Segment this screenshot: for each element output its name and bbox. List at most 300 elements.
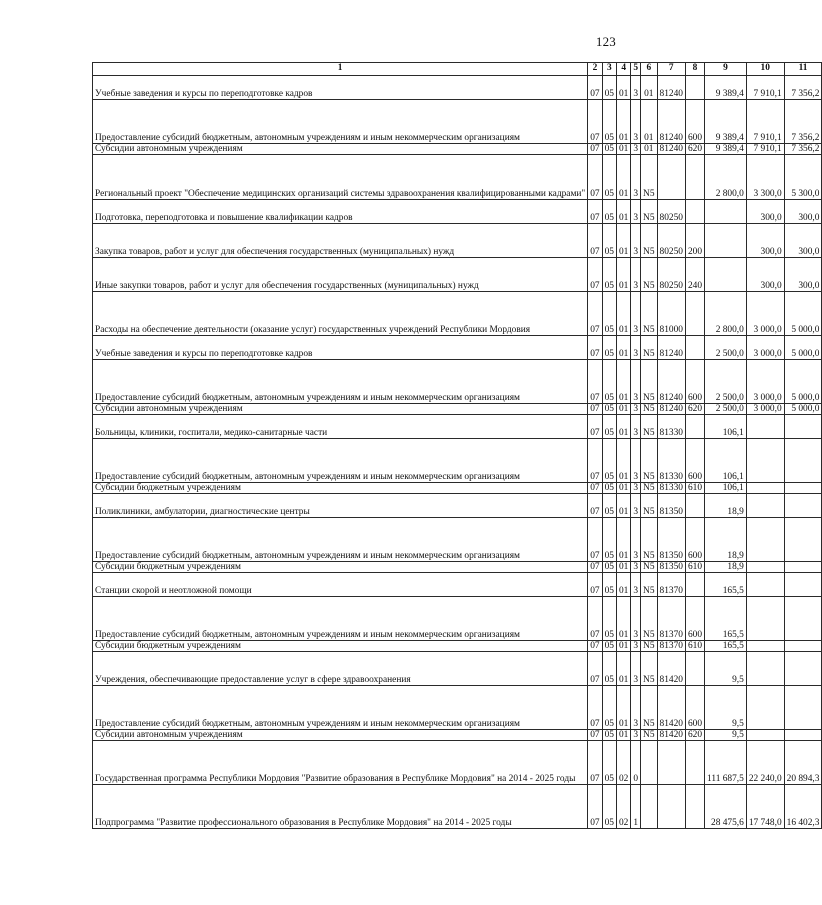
code-subprogram: 3	[631, 336, 641, 360]
code-section: 07	[588, 652, 602, 686]
amount-year-1: 2 800,0	[705, 155, 747, 200]
code-subprogram: 3	[631, 404, 641, 415]
code-expense-type	[685, 741, 704, 785]
amount-year-1: 2 800,0	[705, 292, 747, 336]
code-section: 07	[588, 785, 602, 829]
amount-year-1: 9,5	[705, 730, 747, 741]
code-target	[657, 785, 685, 829]
amount-year-3	[784, 439, 822, 483]
header-cell: 5	[631, 63, 641, 76]
table-row	[93, 200, 822, 224]
table-row	[93, 76, 822, 100]
table-row	[93, 483, 822, 494]
code-expense-type	[685, 573, 704, 597]
code-expense-type	[685, 155, 704, 200]
amount-year-1: 2 500,0	[705, 404, 747, 415]
amount-year-1: 165,5	[705, 641, 747, 652]
amount-year-1: 9 389,4	[705, 76, 747, 100]
amount-year-3: 300,0	[784, 200, 822, 224]
code-subprogram: 3	[631, 76, 641, 100]
code-program: 01	[616, 144, 630, 155]
code-project: N5	[641, 200, 657, 224]
amount-year-2	[746, 415, 784, 439]
code-subsection: 05	[602, 730, 616, 741]
code-program: 01	[616, 494, 630, 518]
amount-year-1: 106,1	[705, 439, 747, 483]
code-program: 01	[616, 518, 630, 562]
amount-year-2: 300,0	[746, 224, 784, 258]
amount-year-3: 5 300,0	[784, 155, 822, 200]
code-target: 81370	[657, 573, 685, 597]
budget-table	[92, 62, 822, 829]
code-section: 07	[588, 439, 602, 483]
code-project: 01	[641, 144, 657, 155]
code-project: N5	[641, 494, 657, 518]
item-name: Закупка товаров, работ и услуг для обеспечения государственных (муниципальных) нужд	[93, 224, 588, 258]
code-section: 07	[588, 100, 602, 144]
table-row	[93, 652, 822, 686]
code-section: 07	[588, 144, 602, 155]
item-name: Предоставление субсидий бюджетным, автономным учреждениям и иным некоммерческим организациям	[93, 518, 588, 562]
code-subsection: 05	[602, 686, 616, 730]
item-name: Субсидии бюджетным учреждениям	[93, 641, 588, 652]
amount-year-3: 5 000,0	[784, 404, 822, 415]
code-target: 81350	[657, 494, 685, 518]
code-section: 07	[588, 258, 602, 292]
code-project: N5	[641, 439, 657, 483]
item-name: Поликлиники, амбулатории, диагностические центры	[93, 494, 588, 518]
amount-year-2: 7 910,1	[746, 100, 784, 144]
code-expense-type: 600	[685, 597, 704, 641]
code-target: 81420	[657, 686, 685, 730]
code-program: 01	[616, 730, 630, 741]
header-cell: 2	[588, 63, 602, 76]
code-expense-type: 600	[685, 100, 704, 144]
code-project: N5	[641, 652, 657, 686]
code-expense-type: 620	[685, 144, 704, 155]
table-row	[93, 292, 822, 336]
table-row	[93, 597, 822, 641]
amount-year-3: 7 356,2	[784, 76, 822, 100]
amount-year-2: 7 910,1	[746, 76, 784, 100]
amount-year-1: 165,5	[705, 573, 747, 597]
item-name: Расходы на обеспечение деятельности (оказание услуг) государственных учреждений Республики Мордовия	[93, 292, 588, 336]
table-row	[93, 415, 822, 439]
code-section: 07	[588, 641, 602, 652]
item-name: Субсидии автономным учреждениям	[93, 730, 588, 741]
code-project: N5	[641, 518, 657, 562]
header-cell: 10	[746, 63, 784, 76]
code-program: 01	[616, 200, 630, 224]
table-row	[93, 494, 822, 518]
table-row	[93, 258, 822, 292]
amount-year-3	[784, 483, 822, 494]
code-expense-type: 200	[685, 224, 704, 258]
code-section: 07	[588, 562, 602, 573]
code-subsection: 05	[602, 292, 616, 336]
amount-year-2: 3 000,0	[746, 404, 784, 415]
item-name: Учреждения, обеспечивающие предоставление услуг в сфере здравоохранения	[93, 652, 588, 686]
code-project: N5	[641, 415, 657, 439]
amount-year-2: 17 748,0	[746, 785, 784, 829]
item-name: Субсидии автономным учреждениям	[93, 404, 588, 415]
code-section: 07	[588, 404, 602, 415]
item-name: Субсидии бюджетным учреждениям	[93, 562, 588, 573]
code-subsection: 05	[602, 200, 616, 224]
code-subsection: 05	[602, 652, 616, 686]
code-project: N5	[641, 730, 657, 741]
code-subprogram: 3	[631, 730, 641, 741]
code-program: 01	[616, 258, 630, 292]
code-section: 07	[588, 200, 602, 224]
code-subprogram: 3	[631, 686, 641, 730]
code-subprogram: 3	[631, 518, 641, 562]
amount-year-3: 300,0	[784, 224, 822, 258]
code-section: 07	[588, 224, 602, 258]
code-subprogram: 3	[631, 100, 641, 144]
item-name: Предоставление субсидий бюджетным, автономным учреждениям и иным некоммерческим организациям	[93, 360, 588, 404]
table-row	[93, 336, 822, 360]
code-subprogram: 3	[631, 641, 641, 652]
header-cell: 6	[641, 63, 657, 76]
code-expense-type	[685, 76, 704, 100]
amount-year-1: 106,1	[705, 415, 747, 439]
amount-year-2: 22 240,0	[746, 741, 784, 785]
code-target: 81420	[657, 652, 685, 686]
page-number: 123	[595, 34, 616, 49]
code-expense-type: 600	[685, 439, 704, 483]
table-row	[93, 562, 822, 573]
item-name: Субсидии автономным учреждениям	[93, 144, 588, 155]
code-program: 01	[616, 415, 630, 439]
amount-year-2: 300,0	[746, 200, 784, 224]
amount-year-2	[746, 641, 784, 652]
code-expense-type: 610	[685, 562, 704, 573]
amount-year-2	[746, 597, 784, 641]
code-target: 81240	[657, 100, 685, 144]
code-program: 01	[616, 336, 630, 360]
amount-year-3: 5 000,0	[784, 292, 822, 336]
amount-year-3: 300,0	[784, 258, 822, 292]
code-project: N5	[641, 483, 657, 494]
item-name: Предоставление субсидий бюджетным, автономным учреждениям и иным некоммерческим организациям	[93, 686, 588, 730]
amount-year-1: 9,5	[705, 686, 747, 730]
amount-year-3: 16 402,3	[784, 785, 822, 829]
code-program: 01	[616, 292, 630, 336]
code-target: 81330	[657, 483, 685, 494]
code-subprogram: 3	[631, 494, 641, 518]
amount-year-2: 3 000,0	[746, 360, 784, 404]
code-expense-type: 620	[685, 730, 704, 741]
code-subprogram: 3	[631, 483, 641, 494]
amount-year-2: 300,0	[746, 258, 784, 292]
amount-year-2	[746, 686, 784, 730]
code-project: N5	[641, 573, 657, 597]
code-target: 81420	[657, 730, 685, 741]
amount-year-3	[784, 730, 822, 741]
code-project: N5	[641, 336, 657, 360]
header-cell: 4	[616, 63, 630, 76]
code-program: 01	[616, 360, 630, 404]
code-program: 01	[616, 597, 630, 641]
amount-year-1: 9 389,4	[705, 144, 747, 155]
item-name: Учебные заведения и курсы по переподготовке кадров	[93, 336, 588, 360]
code-subsection: 05	[602, 494, 616, 518]
item-name: Региональный проект "Обеспечение медицинских организаций системы здравоохранения квалифицированными кадрами"	[93, 155, 588, 200]
code-subsection: 05	[602, 573, 616, 597]
code-target: 81240	[657, 336, 685, 360]
code-target: 80250	[657, 224, 685, 258]
table-row	[93, 741, 822, 785]
code-target: 81240	[657, 404, 685, 415]
code-expense-type	[685, 292, 704, 336]
amount-year-1: 2 500,0	[705, 336, 747, 360]
code-project: N5	[641, 224, 657, 258]
header-cell: 9	[705, 63, 747, 76]
amount-year-3: 5 000,0	[784, 336, 822, 360]
code-section: 07	[588, 336, 602, 360]
code-program: 01	[616, 100, 630, 144]
code-subprogram: 1	[631, 785, 641, 829]
code-subprogram: 3	[631, 415, 641, 439]
amount-year-1: 9,5	[705, 652, 747, 686]
code-program: 01	[616, 573, 630, 597]
code-subsection: 05	[602, 562, 616, 573]
code-program: 01	[616, 483, 630, 494]
code-subsection: 05	[602, 155, 616, 200]
code-project: N5	[641, 404, 657, 415]
code-subprogram: 3	[631, 439, 641, 483]
code-expense-type: 600	[685, 518, 704, 562]
amount-year-2	[746, 494, 784, 518]
code-target: 81240	[657, 76, 685, 100]
code-program: 02	[616, 741, 630, 785]
code-program: 01	[616, 404, 630, 415]
amount-year-3	[784, 562, 822, 573]
amount-year-3	[784, 518, 822, 562]
amount-year-3	[784, 652, 822, 686]
header-cell: 7	[657, 63, 685, 76]
amount-year-3	[784, 597, 822, 641]
code-section: 07	[588, 360, 602, 404]
code-section: 07	[588, 155, 602, 200]
item-name: Субсидии бюджетным учреждениям	[93, 483, 588, 494]
code-subsection: 05	[602, 404, 616, 415]
code-subsection: 05	[602, 415, 616, 439]
code-subsection: 05	[602, 741, 616, 785]
code-target: 80250	[657, 258, 685, 292]
code-expense-type	[685, 785, 704, 829]
code-subprogram: 3	[631, 597, 641, 641]
code-subprogram: 3	[631, 200, 641, 224]
code-section: 07	[588, 518, 602, 562]
table-row	[93, 144, 822, 155]
header-row	[93, 63, 822, 76]
amount-year-2	[746, 483, 784, 494]
code-project: 01	[641, 76, 657, 100]
amount-year-3: 7 356,2	[784, 144, 822, 155]
amount-year-3: 7 356,2	[784, 100, 822, 144]
code-project: 01	[641, 100, 657, 144]
item-name: Государственная программа Республики Мордовия "Развитие образования в Республике Мордовия" на 2014 - 2025 годы	[93, 741, 588, 785]
code-project	[641, 741, 657, 785]
amount-year-1	[705, 258, 747, 292]
code-subsection: 05	[602, 785, 616, 829]
code-project: N5	[641, 360, 657, 404]
code-expense-type: 600	[685, 360, 704, 404]
code-section: 07	[588, 494, 602, 518]
code-subsection: 05	[602, 641, 616, 652]
table-row	[93, 573, 822, 597]
table-row	[93, 155, 822, 200]
code-program: 01	[616, 76, 630, 100]
code-expense-type	[685, 494, 704, 518]
code-project: N5	[641, 562, 657, 573]
table-row	[93, 686, 822, 730]
item-name: Иные закупки товаров, работ и услуг для обеспечения государственных (муниципальных) нужд	[93, 258, 588, 292]
code-expense-type: 600	[685, 686, 704, 730]
code-project: N5	[641, 686, 657, 730]
code-expense-type: 240	[685, 258, 704, 292]
amount-year-3	[784, 494, 822, 518]
item-name: Предоставление субсидий бюджетным, автономным учреждениям и иным некоммерческим организациям	[93, 597, 588, 641]
amount-year-2	[746, 439, 784, 483]
table-row	[93, 360, 822, 404]
amount-year-1	[705, 200, 747, 224]
amount-year-2	[746, 562, 784, 573]
code-subsection: 05	[602, 224, 616, 258]
amount-year-2: 3 300,0	[746, 155, 784, 200]
amount-year-1: 18,9	[705, 518, 747, 562]
table-row	[93, 785, 822, 829]
code-subprogram: 0	[631, 741, 641, 785]
amount-year-1: 18,9	[705, 494, 747, 518]
code-program: 01	[616, 155, 630, 200]
code-subsection: 05	[602, 597, 616, 641]
item-name: Больницы, клиники, госпитали, медико-санитарные части	[93, 415, 588, 439]
code-target	[657, 741, 685, 785]
code-section: 07	[588, 741, 602, 785]
item-name: Предоставление субсидий бюджетным, автономным учреждениям и иным некоммерческим организациям	[93, 439, 588, 483]
code-target	[657, 155, 685, 200]
amount-year-1: 18,9	[705, 562, 747, 573]
code-section: 07	[588, 415, 602, 439]
code-section: 07	[588, 292, 602, 336]
header-cell: 8	[685, 63, 704, 76]
amount-year-2	[746, 652, 784, 686]
amount-year-1: 2 500,0	[705, 360, 747, 404]
amount-year-3	[784, 641, 822, 652]
code-subsection: 05	[602, 76, 616, 100]
amount-year-3: 20 894,3	[784, 741, 822, 785]
code-expense-type	[685, 336, 704, 360]
amount-year-2	[746, 518, 784, 562]
code-expense-type: 620	[685, 404, 704, 415]
table-row	[93, 100, 822, 144]
code-target: 81370	[657, 641, 685, 652]
amount-year-2: 7 910,1	[746, 144, 784, 155]
code-project: N5	[641, 258, 657, 292]
code-subprogram: 3	[631, 573, 641, 597]
amount-year-1: 28 475,6	[705, 785, 747, 829]
code-target: 81370	[657, 597, 685, 641]
code-expense-type	[685, 415, 704, 439]
table-row	[93, 730, 822, 741]
code-subsection: 05	[602, 258, 616, 292]
code-program: 01	[616, 641, 630, 652]
code-subsection: 05	[602, 483, 616, 494]
code-section: 07	[588, 597, 602, 641]
amount-year-1: 111 687,5	[705, 741, 747, 785]
code-project: N5	[641, 597, 657, 641]
code-subsection: 05	[602, 360, 616, 404]
item-name: Предоставление субсидий бюджетным, автономным учреждениям и иным некоммерческим организациям	[93, 100, 588, 144]
item-name: Подготовка, переподготовка и повышение квалификации кадров	[93, 200, 588, 224]
amount-year-3	[784, 415, 822, 439]
code-expense-type	[685, 652, 704, 686]
code-target: 81330	[657, 439, 685, 483]
code-expense-type: 610	[685, 483, 704, 494]
code-program: 01	[616, 439, 630, 483]
code-subprogram: 3	[631, 652, 641, 686]
amount-year-3	[784, 573, 822, 597]
amount-year-1: 165,5	[705, 597, 747, 641]
code-target: 81350	[657, 518, 685, 562]
code-program: 02	[616, 785, 630, 829]
code-section: 07	[588, 483, 602, 494]
amount-year-2	[746, 730, 784, 741]
code-program: 01	[616, 224, 630, 258]
header-cell: 11	[784, 63, 822, 76]
table-row	[93, 404, 822, 415]
code-expense-type: 610	[685, 641, 704, 652]
header-cell: 3	[602, 63, 616, 76]
code-target: 81240	[657, 360, 685, 404]
amount-year-1	[705, 224, 747, 258]
table-body	[93, 76, 822, 829]
code-subsection: 05	[602, 439, 616, 483]
item-name: Станции скорой и неотложной помощи	[93, 573, 588, 597]
item-name: Подпрограмма "Развитие профессионального образования в Республике Мордовия" на 2014 - 2025 годы	[93, 785, 588, 829]
code-program: 01	[616, 562, 630, 573]
item-name: Учебные заведения и курсы по переподготовке кадров	[93, 76, 588, 100]
code-target: 81350	[657, 562, 685, 573]
code-section: 07	[588, 573, 602, 597]
header-cell: 1	[93, 63, 588, 76]
code-target: 81000	[657, 292, 685, 336]
code-section: 07	[588, 730, 602, 741]
code-subprogram: 3	[631, 360, 641, 404]
code-expense-type	[685, 200, 704, 224]
table-row	[93, 518, 822, 562]
code-section: 07	[588, 76, 602, 100]
code-project: N5	[641, 155, 657, 200]
code-subsection: 05	[602, 144, 616, 155]
amount-year-2	[746, 573, 784, 597]
amount-year-2: 3 000,0	[746, 336, 784, 360]
code-target: 80250	[657, 200, 685, 224]
code-section: 07	[588, 686, 602, 730]
code-subsection: 05	[602, 336, 616, 360]
code-subsection: 05	[602, 518, 616, 562]
amount-year-3	[784, 686, 822, 730]
code-subprogram: 3	[631, 562, 641, 573]
code-subsection: 05	[602, 100, 616, 144]
code-subprogram: 3	[631, 144, 641, 155]
code-program: 01	[616, 686, 630, 730]
amount-year-1: 106,1	[705, 483, 747, 494]
amount-year-3: 5 000,0	[784, 360, 822, 404]
